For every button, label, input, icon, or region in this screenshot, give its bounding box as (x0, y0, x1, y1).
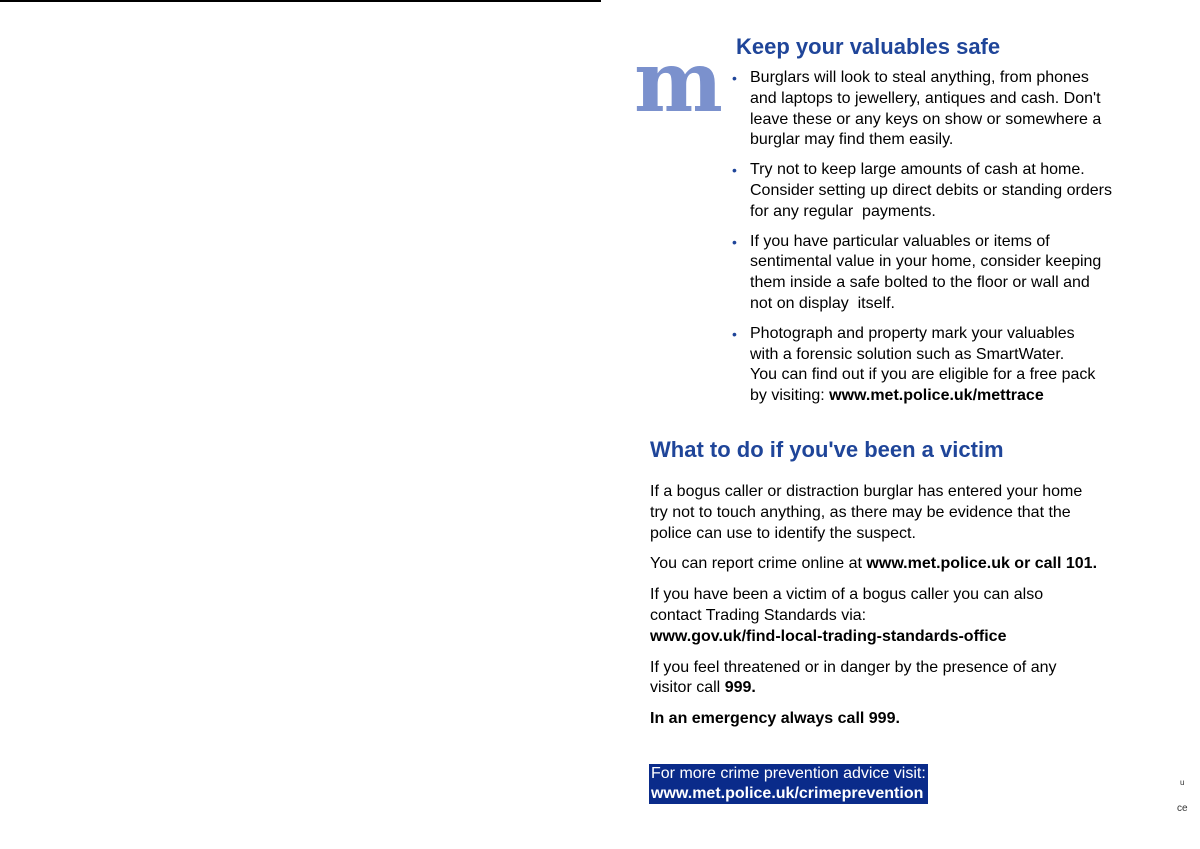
paragraph-line: If you have been a victim of a bogus caller you can also (650, 586, 1044, 604)
list-line: You can find out if you are eligible for a free pack (750, 366, 1096, 384)
paragraph-line (650, 678, 1170, 699)
list-line: leave these or any keys on show or somewhere a (750, 110, 1102, 128)
report-link[interactable]: www.met.police.uk or call 101. (866, 555, 1098, 573)
victim-heading: What to do if you've been a victim (650, 437, 1004, 462)
emergency-paragraph: In an emergency always call 999. (650, 710, 900, 728)
mettrace-link[interactable]: www.met.police.uk/mettrace (829, 387, 1044, 405)
list-line: If you have particular valuables or items of (750, 232, 1050, 250)
threat-paragraph (650, 658, 1170, 700)
paragraph-line (650, 554, 1170, 575)
bullet-icon: • (732, 325, 737, 342)
valuables-list (732, 68, 1172, 416)
report-paragraph (650, 554, 1170, 575)
edge-mark: ce (1177, 803, 1188, 814)
list-line: them inside a safe bolted to the floor or wall and (750, 274, 1090, 292)
list-line (750, 386, 1172, 407)
paragraph-line: contact Trading Standards via: (650, 606, 867, 624)
list-line: Try not to keep large amounts of cash at home. (750, 161, 1085, 179)
threat-prefix: visitor call (650, 679, 725, 697)
list-line: with a forensic solution such as SmartWater. (750, 345, 1065, 363)
paragraph-line: police can use to identify the suspect. (650, 524, 916, 542)
list-line: Consider setting up direct debits or standing orders (750, 181, 1112, 199)
list-item (732, 232, 1172, 315)
edge-mark: u (1180, 778, 1185, 787)
list-line: and laptops to jewellery, antiques and cash. Don't (750, 89, 1101, 107)
callout-text: For more crime prevention advice visit: (651, 765, 926, 782)
emergency-number: 999. (724, 679, 756, 697)
crime-prevention-link[interactable]: www.met.police.uk/crimeprevention (651, 785, 924, 802)
list-line: for any regular payments. (750, 202, 936, 220)
paragraph-line: If you feel threatened or in danger by the presence of any (650, 658, 1057, 676)
trading-standards-paragraph (650, 585, 1170, 647)
bullet-icon: • (732, 233, 737, 250)
list-line: Burglars will look to steal anything, from phones (750, 69, 1089, 86)
bullet-icon: • (732, 162, 737, 179)
met-logo-mark: m (634, 32, 719, 131)
list-item (732, 68, 1172, 151)
list-line: burglar may find them easily. (750, 131, 954, 149)
victim-section (650, 482, 1170, 740)
paragraph-line: try not to touch anything, as there may be evidence that the (650, 503, 1071, 521)
valuables-heading: Keep your valuables safe (736, 34, 1001, 59)
list-item (732, 324, 1172, 407)
list-line: sentimental value in your home, consider keeping (750, 253, 1102, 271)
crime-prevention-callout (649, 764, 928, 804)
list-item (732, 160, 1172, 222)
top-rule (0, 0, 601, 2)
paragraph-line: If a bogus caller or distraction burglar has entered your home (650, 483, 1083, 500)
list-line: not on display itself. (750, 294, 895, 312)
bullet-icon: • (732, 70, 737, 86)
report-prefix: You can report crime online at (650, 555, 867, 573)
list-line-prefix: by visiting: (750, 387, 830, 405)
trading-standards-link[interactable]: www.gov.uk/find-local-trading-standards-office (650, 627, 1007, 645)
list-line: Photograph and property mark your valuables (750, 324, 1075, 342)
evidence-paragraph (650, 482, 1170, 544)
